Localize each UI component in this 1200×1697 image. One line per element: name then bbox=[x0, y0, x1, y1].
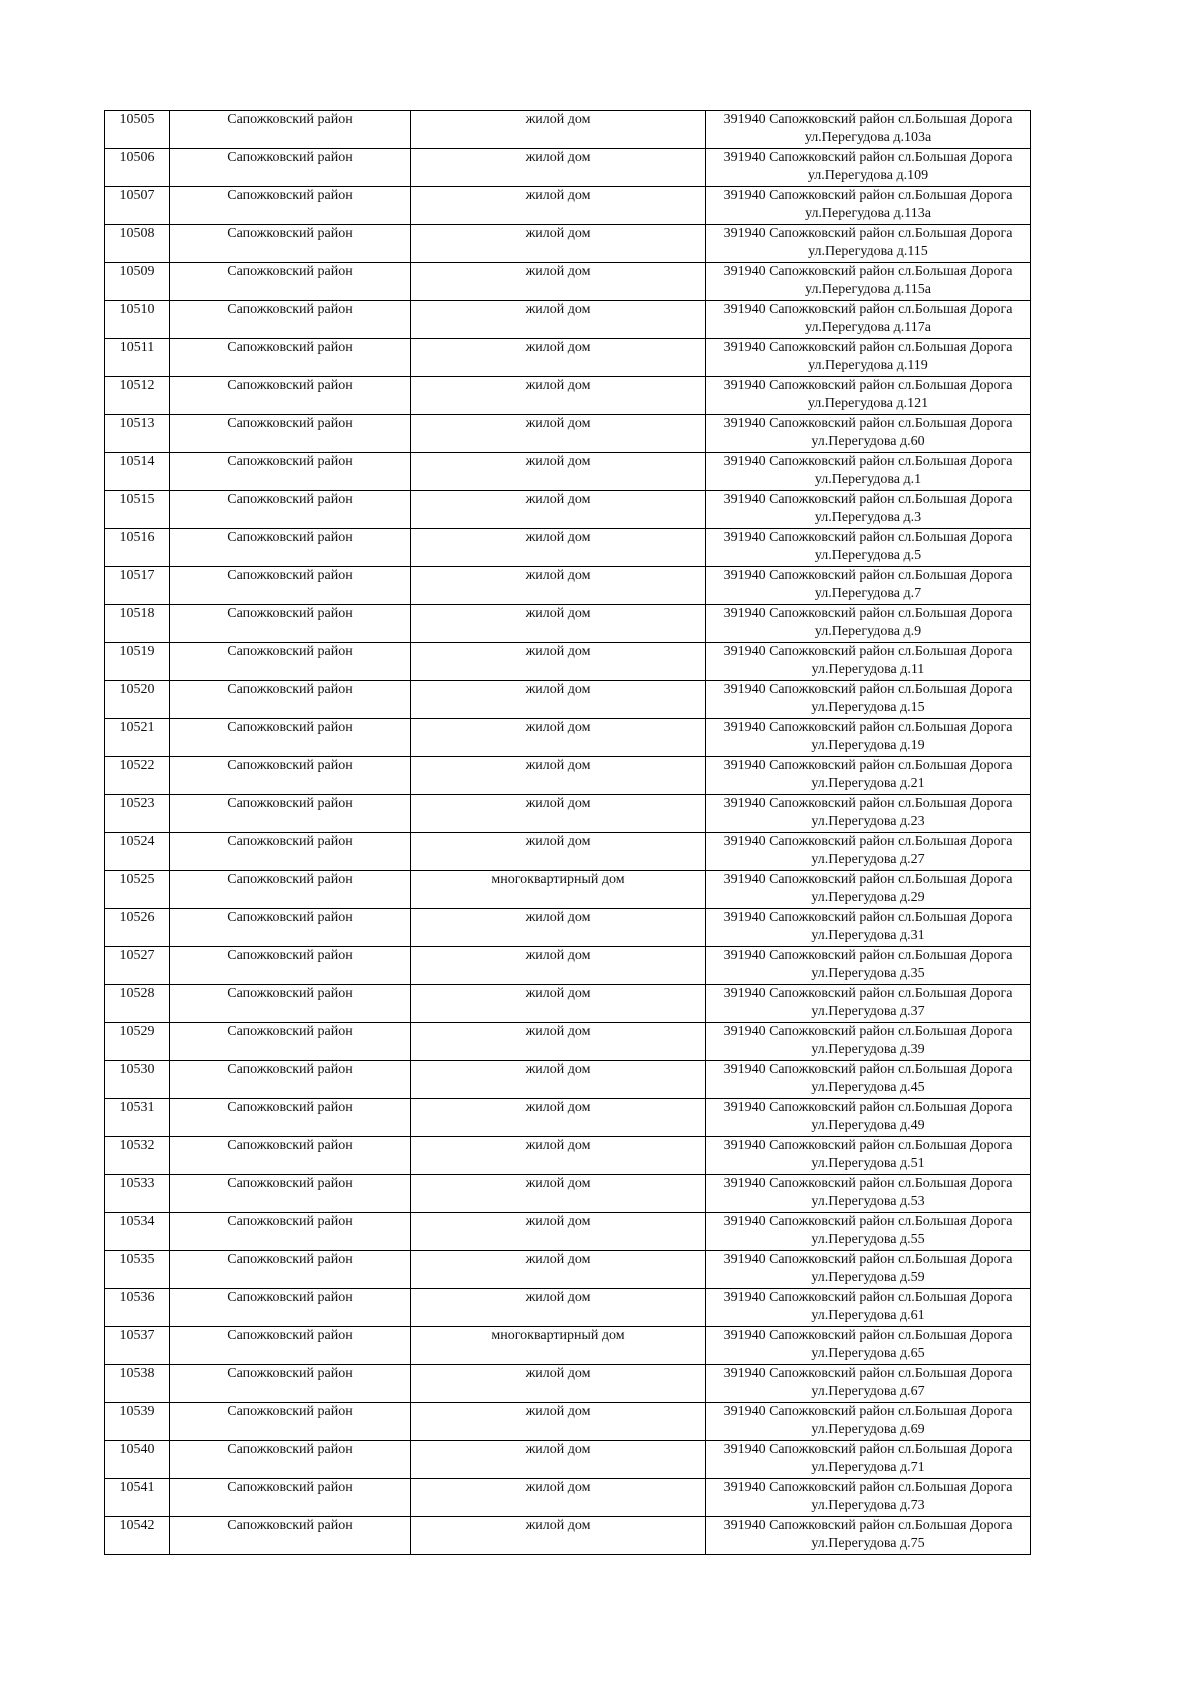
table-row bbox=[105, 833, 1031, 871]
district-cell: Сапожковский район bbox=[170, 1365, 411, 1403]
building-type-cell: жилой дом bbox=[411, 1479, 706, 1517]
address-cell bbox=[706, 1137, 1031, 1175]
address-line-1: 391940 Сапожковский район сл.Большая Дорога bbox=[723, 530, 1013, 545]
address-line-1: 391940 Сапожковский район сл.Большая Дорога bbox=[723, 1290, 1013, 1305]
address-line-1: 391940 Сапожковский район сл.Большая Дорога bbox=[723, 302, 1013, 317]
table-row bbox=[105, 1403, 1031, 1441]
address-line-2: ул.Перегудова д.69 bbox=[811, 1422, 925, 1437]
address-line-2: ул.Перегудова д.121 bbox=[807, 396, 929, 411]
address-cell bbox=[706, 301, 1031, 339]
building-type-cell: жилой дом bbox=[411, 491, 706, 529]
address-cell bbox=[706, 1327, 1031, 1365]
district-cell: Сапожковский район bbox=[170, 453, 411, 491]
district-cell: Сапожковский район bbox=[170, 111, 411, 149]
address-line-2: ул.Перегудова д.115а bbox=[805, 282, 931, 297]
address-cell bbox=[706, 1403, 1031, 1441]
address-line-1: 391940 Сапожковский район сл.Большая Дорога bbox=[723, 226, 1013, 241]
address-line-1: 391940 Сапожковский район сл.Большая Дорога bbox=[723, 910, 1013, 925]
record-id-cell: 10529 bbox=[105, 1023, 170, 1061]
building-type-cell: жилой дом bbox=[411, 985, 706, 1023]
district-cell: Сапожковский район bbox=[170, 1213, 411, 1251]
building-type-cell: многоквартирный дом bbox=[411, 871, 706, 909]
table-row bbox=[105, 1517, 1031, 1555]
address-line-2: ул.Перегудова д.60 bbox=[811, 434, 925, 449]
record-id-cell: 10537 bbox=[105, 1327, 170, 1365]
table-row bbox=[105, 453, 1031, 491]
record-id-cell: 10514 bbox=[105, 453, 170, 491]
record-id-cell: 10528 bbox=[105, 985, 170, 1023]
address-cell bbox=[706, 149, 1031, 187]
address-line-2: ул.Перегудова д.59 bbox=[811, 1270, 925, 1285]
address-line-2: ул.Перегудова д.3 bbox=[814, 510, 922, 525]
address-cell bbox=[706, 1023, 1031, 1061]
table-row bbox=[105, 757, 1031, 795]
address-line-1: 391940 Сапожковский район сл.Большая Дорога bbox=[723, 720, 1013, 735]
record-id-cell: 10521 bbox=[105, 719, 170, 757]
address-cell bbox=[706, 757, 1031, 795]
record-id-cell: 10510 bbox=[105, 301, 170, 339]
building-type-cell: жилой дом bbox=[411, 225, 706, 263]
address-cell bbox=[706, 795, 1031, 833]
address-line-1: 391940 Сапожковский район сл.Большая Дорога bbox=[723, 834, 1013, 849]
table-row bbox=[105, 909, 1031, 947]
address-line-1: 391940 Сапожковский район сл.Большая Дорога bbox=[723, 682, 1013, 697]
address-cell bbox=[706, 377, 1031, 415]
address-cell bbox=[706, 1251, 1031, 1289]
table-row bbox=[105, 1251, 1031, 1289]
record-id-cell: 10539 bbox=[105, 1403, 170, 1441]
record-id-cell: 10525 bbox=[105, 871, 170, 909]
address-line-2: ул.Перегудова д.109 bbox=[807, 168, 929, 183]
record-id-cell: 10536 bbox=[105, 1289, 170, 1327]
table-row bbox=[105, 263, 1031, 301]
address-cell bbox=[706, 1061, 1031, 1099]
address-line-1: 391940 Сапожковский район сл.Большая Дорога bbox=[723, 1176, 1013, 1191]
building-type-cell: жилой дом bbox=[411, 149, 706, 187]
record-id-cell: 10512 bbox=[105, 377, 170, 415]
record-id-cell: 10532 bbox=[105, 1137, 170, 1175]
district-cell: Сапожковский район bbox=[170, 1517, 411, 1555]
record-id-cell: 10540 bbox=[105, 1441, 170, 1479]
building-type-cell: жилой дом bbox=[411, 567, 706, 605]
building-type-cell: жилой дом bbox=[411, 1213, 706, 1251]
district-cell: Сапожковский район bbox=[170, 681, 411, 719]
district-cell: Сапожковский район bbox=[170, 833, 411, 871]
address-line-1: 391940 Сапожковский район сл.Большая Дорога bbox=[723, 150, 1013, 165]
address-line-1: 391940 Сапожковский район сл.Большая Дорога bbox=[723, 340, 1013, 355]
record-id-cell: 10519 bbox=[105, 643, 170, 681]
building-type-cell: жилой дом bbox=[411, 1099, 706, 1137]
building-type-cell: жилой дом bbox=[411, 301, 706, 339]
table-row bbox=[105, 1441, 1031, 1479]
address-line-2: ул.Перегудова д.11 bbox=[811, 662, 925, 677]
address-cell bbox=[706, 681, 1031, 719]
district-cell: Сапожковский район bbox=[170, 871, 411, 909]
district-cell: Сапожковский район bbox=[170, 1061, 411, 1099]
address-line-2: ул.Перегудова д.37 bbox=[811, 1004, 925, 1019]
address-cell bbox=[706, 605, 1031, 643]
address-line-1: 391940 Сапожковский район сл.Большая Дорога bbox=[723, 872, 1013, 887]
table-row bbox=[105, 187, 1031, 225]
table-row bbox=[105, 985, 1031, 1023]
address-line-2: ул.Перегудова д.29 bbox=[811, 890, 925, 905]
building-type-cell: жилой дом bbox=[411, 947, 706, 985]
record-id-cell: 10535 bbox=[105, 1251, 170, 1289]
district-cell: Сапожковский район bbox=[170, 909, 411, 947]
table-row bbox=[105, 149, 1031, 187]
record-id-cell: 10506 bbox=[105, 149, 170, 187]
address-line-2: ул.Перегудова д.15 bbox=[811, 700, 925, 715]
address-line-2: ул.Перегудова д.5 bbox=[814, 548, 922, 563]
building-type-cell: жилой дом bbox=[411, 1517, 706, 1555]
address-cell bbox=[706, 719, 1031, 757]
district-cell: Сапожковский район bbox=[170, 1023, 411, 1061]
address-cell bbox=[706, 567, 1031, 605]
district-cell: Сапожковский район bbox=[170, 187, 411, 225]
building-type-cell: жилой дом bbox=[411, 681, 706, 719]
address-line-2: ул.Перегудова д.35 bbox=[811, 966, 925, 981]
district-cell: Сапожковский район bbox=[170, 985, 411, 1023]
address-cell bbox=[706, 339, 1031, 377]
address-line-2: ул.Перегудова д.23 bbox=[811, 814, 925, 829]
address-line-2: ул.Перегудова д.75 bbox=[811, 1536, 925, 1551]
record-id-cell: 10541 bbox=[105, 1479, 170, 1517]
address-line-2: ул.Перегудова д.45 bbox=[811, 1080, 925, 1095]
address-cell bbox=[706, 491, 1031, 529]
district-cell: Сапожковский район bbox=[170, 1175, 411, 1213]
building-type-cell: жилой дом bbox=[411, 833, 706, 871]
property-table-body bbox=[105, 111, 1031, 1555]
building-type-cell: жилой дом bbox=[411, 1137, 706, 1175]
building-type-cell: жилой дом bbox=[411, 263, 706, 301]
address-line-2: ул.Перегудова д.9 bbox=[814, 624, 922, 639]
address-line-2: ул.Перегудова д.119 bbox=[808, 358, 928, 373]
building-type-cell: жилой дом bbox=[411, 795, 706, 833]
address-cell bbox=[706, 1441, 1031, 1479]
district-cell: Сапожковский район bbox=[170, 339, 411, 377]
table-row bbox=[105, 339, 1031, 377]
record-id-cell: 10505 bbox=[105, 111, 170, 149]
record-id-cell: 10513 bbox=[105, 415, 170, 453]
table-row bbox=[105, 719, 1031, 757]
building-type-cell: жилой дом bbox=[411, 529, 706, 567]
record-id-cell: 10524 bbox=[105, 833, 170, 871]
address-line-2: ул.Перегудова д.49 bbox=[811, 1118, 925, 1133]
address-line-1: 391940 Сапожковский район сл.Большая Дорога bbox=[723, 1366, 1013, 1381]
address-cell bbox=[706, 833, 1031, 871]
table-row bbox=[105, 1175, 1031, 1213]
record-id-cell: 10542 bbox=[105, 1517, 170, 1555]
address-line-1: 391940 Сапожковский район сл.Большая Дорога bbox=[723, 1138, 1013, 1153]
address-line-2: ул.Перегудова д.61 bbox=[811, 1308, 925, 1323]
district-cell: Сапожковский район bbox=[170, 719, 411, 757]
address-line-2: ул.Перегудова д.73 bbox=[811, 1498, 925, 1513]
address-cell bbox=[706, 1517, 1031, 1555]
address-line-2: ул.Перегудова д.103а bbox=[804, 130, 932, 145]
record-id-cell: 10531 bbox=[105, 1099, 170, 1137]
district-cell: Сапожковский район bbox=[170, 1137, 411, 1175]
address-cell bbox=[706, 1479, 1031, 1517]
record-id-cell: 10515 bbox=[105, 491, 170, 529]
district-cell: Сапожковский район bbox=[170, 757, 411, 795]
building-type-cell: жилой дом bbox=[411, 339, 706, 377]
address-line-1: 391940 Сапожковский район сл.Большая Дорога bbox=[723, 644, 1013, 659]
table-row bbox=[105, 1365, 1031, 1403]
record-id-cell: 10538 bbox=[105, 1365, 170, 1403]
address-cell bbox=[706, 225, 1031, 263]
record-id-cell: 10530 bbox=[105, 1061, 170, 1099]
address-cell bbox=[706, 643, 1031, 681]
address-cell bbox=[706, 1099, 1031, 1137]
address-line-1: 391940 Сапожковский район сл.Большая Дорога bbox=[723, 378, 1013, 393]
address-line-1: 391940 Сапожковский район сл.Большая Дорога bbox=[723, 1252, 1013, 1267]
address-line-2: ул.Перегудова д.117а bbox=[805, 320, 931, 335]
address-line-1: 391940 Сапожковский район сл.Большая Дорога bbox=[723, 1442, 1013, 1457]
record-id-cell: 10526 bbox=[105, 909, 170, 947]
table-row bbox=[105, 681, 1031, 719]
table-row bbox=[105, 795, 1031, 833]
table-row bbox=[105, 567, 1031, 605]
address-line-2: ул.Перегудова д.21 bbox=[811, 776, 925, 791]
district-cell: Сапожковский район bbox=[170, 1099, 411, 1137]
building-type-cell: жилой дом bbox=[411, 1175, 706, 1213]
address-line-2: ул.Перегудова д.55 bbox=[811, 1232, 925, 1247]
address-line-1: 391940 Сапожковский район сл.Большая Дорога bbox=[723, 606, 1013, 621]
building-type-cell: жилой дом bbox=[411, 453, 706, 491]
district-cell: Сапожковский район bbox=[170, 1441, 411, 1479]
table-row bbox=[105, 1213, 1031, 1251]
district-cell: Сапожковский район bbox=[170, 605, 411, 643]
address-cell bbox=[706, 909, 1031, 947]
address-line-1: 391940 Сапожковский район сл.Большая Дорога bbox=[723, 948, 1013, 963]
table-row bbox=[105, 301, 1031, 339]
address-line-1: 391940 Сапожковский район сл.Большая Дорога bbox=[723, 1328, 1013, 1343]
address-line-2: ул.Перегудова д.31 bbox=[811, 928, 925, 943]
table-row bbox=[105, 605, 1031, 643]
record-id-cell: 10517 bbox=[105, 567, 170, 605]
address-line-2: ул.Перегудова д.1 bbox=[814, 472, 922, 487]
district-cell: Сапожковский район bbox=[170, 795, 411, 833]
address-line-2: ул.Перегудова д.113а bbox=[805, 206, 931, 221]
table-row bbox=[105, 1137, 1031, 1175]
table-row bbox=[105, 871, 1031, 909]
address-line-2: ул.Перегудова д.27 bbox=[811, 852, 925, 867]
table-row bbox=[105, 415, 1031, 453]
property-table bbox=[104, 110, 1031, 1555]
district-cell: Сапожковский район bbox=[170, 947, 411, 985]
building-type-cell: жилой дом bbox=[411, 1251, 706, 1289]
address-cell bbox=[706, 187, 1031, 225]
table-row bbox=[105, 1327, 1031, 1365]
district-cell: Сапожковский район bbox=[170, 225, 411, 263]
record-id-cell: 10507 bbox=[105, 187, 170, 225]
address-cell bbox=[706, 1365, 1031, 1403]
record-id-cell: 10509 bbox=[105, 263, 170, 301]
address-line-2: ул.Перегудова д.71 bbox=[811, 1460, 925, 1475]
table-row bbox=[105, 947, 1031, 985]
district-cell: Сапожковский район bbox=[170, 1251, 411, 1289]
record-id-cell: 10523 bbox=[105, 795, 170, 833]
table-row bbox=[105, 643, 1031, 681]
district-cell: Сапожковский район bbox=[170, 415, 411, 453]
district-cell: Сапожковский район bbox=[170, 643, 411, 681]
address-cell bbox=[706, 111, 1031, 149]
building-type-cell: жилой дом bbox=[411, 377, 706, 415]
building-type-cell: жилой дом bbox=[411, 757, 706, 795]
address-line-2: ул.Перегудова д.53 bbox=[811, 1194, 925, 1209]
table-row bbox=[105, 111, 1031, 149]
address-cell bbox=[706, 871, 1031, 909]
district-cell: Сапожковский район bbox=[170, 1479, 411, 1517]
address-line-1: 391940 Сапожковский район сл.Большая Дорога bbox=[723, 492, 1013, 507]
table-row bbox=[105, 529, 1031, 567]
district-cell: Сапожковский район bbox=[170, 1327, 411, 1365]
address-line-1: 391940 Сапожковский район сл.Большая Дорога bbox=[723, 568, 1013, 583]
address-line-2: ул.Перегудова д.39 bbox=[811, 1042, 925, 1057]
building-type-cell: жилой дом bbox=[411, 1365, 706, 1403]
table-row bbox=[105, 491, 1031, 529]
address-cell bbox=[706, 415, 1031, 453]
address-line-1: 391940 Сапожковский район сл.Большая Дорога bbox=[723, 1214, 1013, 1229]
address-cell bbox=[706, 529, 1031, 567]
building-type-cell: жилой дом bbox=[411, 111, 706, 149]
building-type-cell: жилой дом bbox=[411, 643, 706, 681]
district-cell: Сапожковский район bbox=[170, 301, 411, 339]
address-line-1: 391940 Сапожковский район сл.Большая Дорога bbox=[723, 1024, 1013, 1039]
district-cell: Сапожковский район bbox=[170, 567, 411, 605]
address-line-1: 391940 Сапожковский район сл.Большая Дорога bbox=[723, 264, 1013, 279]
address-line-1: 391940 Сапожковский район сл.Большая Дорога bbox=[723, 1404, 1013, 1419]
building-type-cell: жилой дом bbox=[411, 1289, 706, 1327]
address-line-1: 391940 Сапожковский район сл.Большая Дорога bbox=[723, 416, 1013, 431]
table-row bbox=[105, 1479, 1031, 1517]
address-line-1: 391940 Сапожковский район сл.Большая Дорога bbox=[723, 758, 1013, 773]
district-cell: Сапожковский район bbox=[170, 377, 411, 415]
table-row bbox=[105, 1099, 1031, 1137]
table-row bbox=[105, 1061, 1031, 1099]
building-type-cell: жилой дом bbox=[411, 1403, 706, 1441]
building-type-cell: жилой дом bbox=[411, 415, 706, 453]
table-row bbox=[105, 377, 1031, 415]
table-row bbox=[105, 1289, 1031, 1327]
building-type-cell: жилой дом bbox=[411, 1441, 706, 1479]
address-line-1: 391940 Сапожковский район сл.Большая Дорога bbox=[723, 1100, 1013, 1115]
address-cell bbox=[706, 1213, 1031, 1251]
address-cell bbox=[706, 947, 1031, 985]
district-cell: Сапожковский район bbox=[170, 1289, 411, 1327]
table-row bbox=[105, 225, 1031, 263]
address-line-1: 391940 Сапожковский район сл.Большая Дорога bbox=[723, 454, 1013, 469]
record-id-cell: 10516 bbox=[105, 529, 170, 567]
district-cell: Сапожковский район bbox=[170, 149, 411, 187]
address-line-1: 391940 Сапожковский район сл.Большая Дорога bbox=[723, 796, 1013, 811]
building-type-cell: жилой дом bbox=[411, 605, 706, 643]
record-id-cell: 10534 bbox=[105, 1213, 170, 1251]
address-line-2: ул.Перегудова д.67 bbox=[811, 1384, 925, 1399]
address-cell bbox=[706, 1175, 1031, 1213]
district-cell: Сапожковский район bbox=[170, 1403, 411, 1441]
building-type-cell: жилой дом bbox=[411, 719, 706, 757]
record-id-cell: 10520 bbox=[105, 681, 170, 719]
address-line-1: 391940 Сапожковский район сл.Большая Дорога bbox=[723, 986, 1013, 1001]
building-type-cell: жилой дом bbox=[411, 187, 706, 225]
building-type-cell: многоквартирный дом bbox=[411, 1327, 706, 1365]
table-row bbox=[105, 1023, 1031, 1061]
district-cell: Сапожковский район bbox=[170, 529, 411, 567]
address-line-2: ул.Перегудова д.19 bbox=[811, 738, 925, 753]
building-type-cell: жилой дом bbox=[411, 1061, 706, 1099]
building-type-cell: жилой дом bbox=[411, 1023, 706, 1061]
address-cell bbox=[706, 1289, 1031, 1327]
address-line-1: 391940 Сапожковский район сл.Большая Дорога bbox=[723, 1518, 1013, 1533]
record-id-cell: 10522 bbox=[105, 757, 170, 795]
record-id-cell: 10533 bbox=[105, 1175, 170, 1213]
address-line-2: ул.Перегудова д.115 bbox=[808, 244, 928, 259]
address-cell bbox=[706, 985, 1031, 1023]
address-line-2: ул.Перегудова д.51 bbox=[811, 1156, 925, 1171]
address-line-1: 391940 Сапожковский район сл.Большая Дорога bbox=[723, 112, 1013, 127]
building-type-cell: жилой дом bbox=[411, 909, 706, 947]
address-line-1: 391940 Сапожковский район сл.Большая Дорога bbox=[723, 188, 1013, 203]
address-line-1: 391940 Сапожковский район сл.Большая Дорога bbox=[723, 1480, 1013, 1495]
address-cell bbox=[706, 263, 1031, 301]
address-line-2: ул.Перегудова д.7 bbox=[814, 586, 922, 601]
address-line-1: 391940 Сапожковский район сл.Большая Дорога bbox=[723, 1062, 1013, 1077]
address-cell bbox=[706, 453, 1031, 491]
record-id-cell: 10518 bbox=[105, 605, 170, 643]
record-id-cell: 10511 bbox=[105, 339, 170, 377]
record-id-cell: 10508 bbox=[105, 225, 170, 263]
address-line-2: ул.Перегудова д.65 bbox=[811, 1346, 925, 1361]
district-cell: Сапожковский район bbox=[170, 491, 411, 529]
district-cell: Сапожковский район bbox=[170, 263, 411, 301]
record-id-cell: 10527 bbox=[105, 947, 170, 985]
